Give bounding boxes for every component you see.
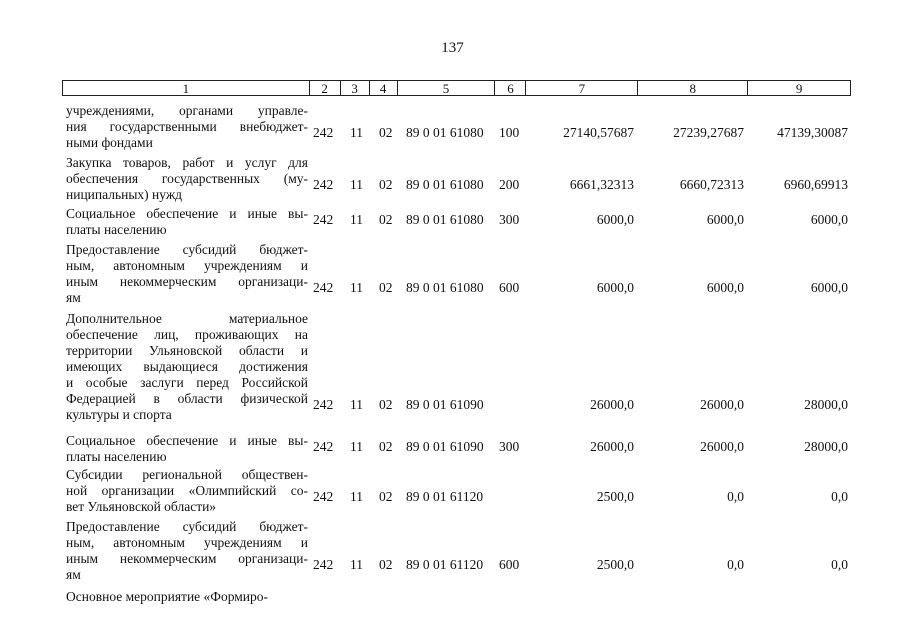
- header-col-5: 5: [398, 81, 496, 95]
- cell-col-2: 242: [313, 280, 334, 295]
- cell-col-9: 0,0: [831, 557, 848, 572]
- description-line: учреждениями, органами управле-: [66, 103, 308, 118]
- description-line: и особые заслуги перед Российской: [66, 375, 308, 390]
- cell-col-3: 11: [350, 280, 363, 295]
- description-line: платы населению: [66, 449, 167, 464]
- row-description: [66, 103, 308, 151]
- description-line: Субсидии региональной обществен-: [66, 467, 308, 482]
- cell-col-9: 6960,69913: [783, 177, 848, 192]
- cell-col-9: 6000,0: [810, 212, 848, 227]
- cell-col-5: 89 0 01 61090: [406, 397, 484, 412]
- description-line: ям: [66, 290, 81, 305]
- cell-col-5: 89 0 01 61120: [406, 489, 484, 504]
- cell-col-2: 242: [313, 489, 334, 504]
- cell-col-2: 242: [313, 177, 334, 192]
- description-line: Федерацией в области физической: [66, 391, 308, 406]
- cell-col-3: 11: [350, 212, 363, 227]
- description-line: территории Ульяновской области и: [66, 343, 308, 358]
- cell-col-8: 0,0: [727, 489, 744, 504]
- cell-col-7: 26000,0: [590, 397, 634, 412]
- row-description: [66, 519, 308, 583]
- cell-col-9: 28000,0: [804, 397, 848, 412]
- description-line: Социальное обеспечение и иные вы-: [66, 433, 308, 448]
- row-description: [66, 433, 308, 465]
- cell-col-2: 242: [313, 212, 334, 227]
- description-line: культуры и спорта: [66, 407, 172, 422]
- page-number: 137: [441, 40, 464, 56]
- cell-col-6: 200: [499, 177, 520, 192]
- cell-col-4: 02: [379, 212, 393, 227]
- header-col-7: 7: [526, 81, 638, 95]
- cell-col-3: 11: [350, 557, 363, 572]
- cell-col-5: 89 0 01 61080: [406, 125, 484, 140]
- row-description: [66, 155, 308, 203]
- description-line: ным, автономным учреждениям и: [66, 535, 308, 550]
- cell-col-4: 02: [379, 177, 393, 192]
- row-description: [66, 206, 308, 238]
- description-line: ным, автономным учреждениям и: [66, 258, 308, 273]
- cell-col-2: 242: [313, 397, 334, 412]
- cell-col-2: 242: [313, 557, 334, 572]
- cell-col-3: 11: [350, 439, 363, 454]
- description-line: ными фондами: [66, 135, 153, 150]
- cell-col-9: 47139,30087: [777, 125, 848, 140]
- row-description: [66, 467, 308, 515]
- cell-col-3: 11: [350, 177, 363, 192]
- description-line: ной организации «Олимпийский со-: [66, 483, 308, 498]
- cell-col-4: 02: [379, 397, 393, 412]
- cell-col-6: 600: [499, 280, 520, 295]
- description-line: обеспечение лиц, проживающих на: [66, 327, 308, 342]
- cell-col-6: 600: [499, 557, 520, 572]
- header-col-8: 8: [638, 81, 748, 95]
- cell-col-8: 6000,0: [706, 280, 744, 295]
- cell-col-8: 6000,0: [706, 212, 744, 227]
- description-line: ям: [66, 567, 81, 582]
- cell-col-8: 0,0: [727, 557, 744, 572]
- cell-col-6: 300: [499, 439, 520, 454]
- cell-col-9: 28000,0: [804, 439, 848, 454]
- cell-col-6: 100: [499, 125, 520, 140]
- description-line: иным некоммерческим организаци-: [66, 551, 308, 566]
- cell-col-5: 89 0 01 61080: [406, 280, 484, 295]
- cell-col-5: 89 0 01 61090: [406, 439, 484, 454]
- cell-col-7: 2500,0: [596, 489, 634, 504]
- header-col-1: 1: [63, 81, 310, 95]
- header-col-6: 6: [495, 81, 526, 95]
- cell-col-2: 242: [313, 439, 334, 454]
- row-description: [66, 589, 308, 605]
- cell-col-4: 02: [379, 489, 393, 504]
- cell-col-8: 26000,0: [700, 397, 744, 412]
- cell-col-5: 89 0 01 61080: [406, 177, 484, 192]
- cell-col-7: 6000,0: [596, 212, 634, 227]
- cell-col-7: 6000,0: [596, 280, 634, 295]
- cell-col-5: 89 0 01 61080: [406, 212, 484, 227]
- description-line: Закупка товаров, работ и услуг для: [66, 155, 308, 170]
- description-line: ниципальных) нужд: [66, 187, 183, 202]
- description-line: иным некоммерческим организаци-: [66, 274, 308, 289]
- description-line: Социальное обеспечение и иные вы-: [66, 206, 308, 221]
- cell-col-3: 11: [350, 489, 363, 504]
- cell-col-6: 300: [499, 212, 520, 227]
- description-line: Предоставление субсидий бюджет-: [66, 519, 308, 534]
- cell-col-9: 6000,0: [810, 280, 848, 295]
- cell-col-5: 89 0 01 61120: [406, 557, 484, 572]
- header-col-9: 9: [748, 81, 851, 95]
- description-line: Основное мероприятие «Формиро-: [66, 589, 269, 604]
- description-line: ния государственными внебюджет-: [66, 119, 308, 134]
- description-line: обеспечения государственных (му-: [66, 171, 308, 186]
- row-description: [66, 311, 308, 423]
- row-description: [66, 242, 308, 306]
- description-line: имеющих выдающиеся достижения: [66, 359, 308, 374]
- cell-col-8: 26000,0: [700, 439, 744, 454]
- cell-col-7: 26000,0: [590, 439, 634, 454]
- description-line: Предоставление субсидий бюджет-: [66, 242, 308, 257]
- description-line: Дополнительное материальное: [66, 311, 308, 326]
- cell-col-7: 6661,32313: [569, 177, 634, 192]
- cell-col-3: 11: [350, 397, 363, 412]
- cell-col-4: 02: [379, 280, 393, 295]
- cell-col-4: 02: [379, 125, 393, 140]
- cell-col-7: 27140,57687: [563, 125, 634, 140]
- cell-col-2: 242: [313, 125, 334, 140]
- cell-col-7: 2500,0: [596, 557, 634, 572]
- cell-col-8: 6660,72313: [679, 177, 744, 192]
- table-header: [62, 80, 851, 96]
- header-col-4: 4: [370, 81, 398, 95]
- description-line: платы населению: [66, 222, 167, 237]
- header-col-3: 3: [341, 81, 370, 95]
- description-line: вет Ульяновской области»: [66, 499, 217, 514]
- header-col-2: 2: [310, 81, 341, 95]
- cell-col-9: 0,0: [831, 489, 848, 504]
- cell-col-4: 02: [379, 557, 393, 572]
- cell-col-8: 27239,27687: [673, 125, 744, 140]
- cell-col-3: 11: [350, 125, 363, 140]
- cell-col-4: 02: [379, 439, 393, 454]
